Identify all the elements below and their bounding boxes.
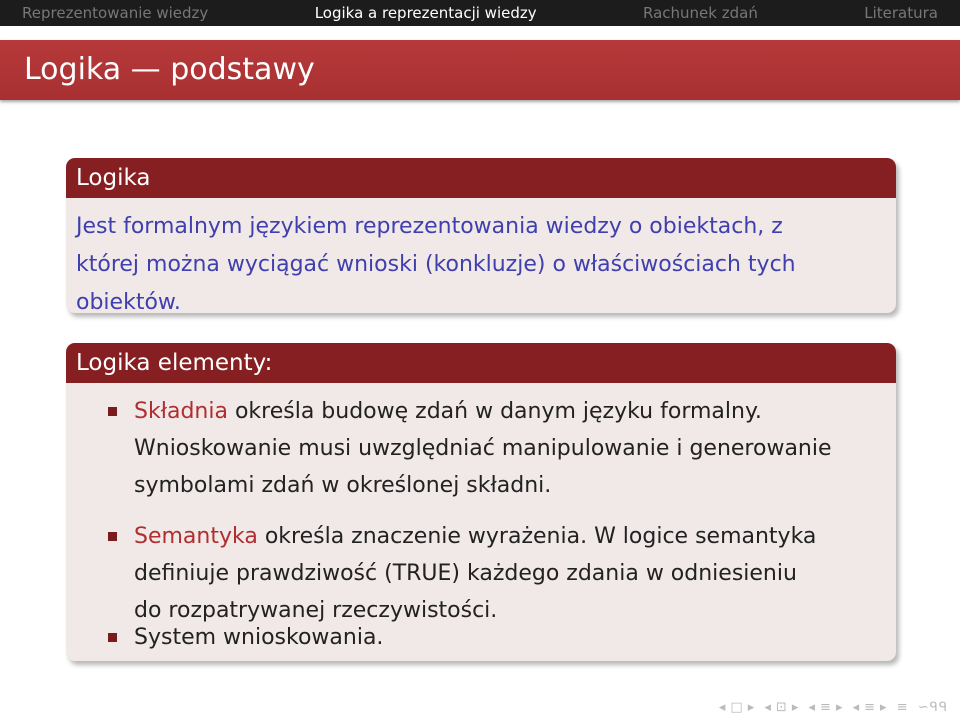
definition-line: Jest formalnym językiem reprezentowania wiedzy o obiektach, z: [76, 214, 783, 239]
list-item-system-wnioskowania: [134, 619, 894, 656]
frame-icon[interactable]: ⊡: [775, 700, 788, 715]
elements-block: [66, 343, 896, 661]
square-bullet-icon: [108, 532, 117, 541]
list-item-line: [134, 393, 894, 430]
list-item-text: określa budowę zdań w danym języku formalny.: [227, 399, 762, 424]
list-item-text: określa znaczenie wyrażenia. W logice semantyka: [257, 524, 817, 549]
list-item-line: definiuje prawdziwość (TRUE) każdego zdania w odniesieniu: [134, 561, 797, 586]
nav-section-logika-a-reprezentacji-wiedzy[interactable]: Logika a reprezentacji wiedzy: [314, 4, 537, 22]
top-navigation-bar: [0, 0, 960, 26]
nav-section-reprezentowanie-wiedzy[interactable]: Reprezentowanie wiedzy: [22, 4, 209, 22]
slide-icon[interactable]: □: [730, 700, 744, 715]
next-slide-icon[interactable]: ▸: [747, 700, 756, 715]
nav-section-rachunek-zdan[interactable]: Rachunek zdań: [643, 4, 758, 22]
document-icon[interactable]: ≡: [896, 700, 909, 715]
elements-block-title: Logika elementy:: [66, 343, 896, 383]
subsection-icon[interactable]: ≡: [820, 700, 832, 715]
list-item-line: symbolami zdań w określonej składni.: [134, 473, 552, 498]
definition-block-body: [76, 208, 886, 313]
definition-block-title: Logika: [66, 158, 896, 198]
list-item-line: [134, 518, 894, 555]
next-subsection-icon[interactable]: ▸: [835, 700, 844, 715]
frame-title: Logika — podstawy: [24, 52, 315, 87]
definition-line: obiektów.: [76, 290, 181, 313]
prev-frame-icon[interactable]: ◂: [764, 700, 772, 715]
prev-subsection-icon[interactable]: ◂: [808, 700, 817, 715]
section-icon[interactable]: ≡: [864, 700, 877, 715]
list-item-skladnia: [134, 393, 894, 504]
next-frame-icon[interactable]: ▸: [791, 700, 800, 715]
list-item-line: System wnioskowania.: [134, 625, 384, 650]
list-item-semantyka: [134, 518, 894, 629]
nav-section-literatura[interactable]: Literatura: [864, 4, 938, 22]
prev-slide-icon[interactable]: ◂: [718, 700, 727, 715]
definition-line: której można wyciągać wnioski (konkluzje) o właściwościach tych: [76, 252, 796, 277]
prev-section-icon[interactable]: ◂: [852, 700, 861, 715]
keyword-skladnia: Składnia: [134, 399, 228, 424]
next-section-icon[interactable]: ▸: [880, 700, 888, 715]
square-bullet-icon: [108, 407, 117, 416]
list-item-line: do rozpatrywanej rzeczywistości.: [134, 598, 498, 623]
keyword-semantyka: Semantyka: [134, 524, 258, 549]
square-bullet-icon: [108, 633, 117, 642]
list-item-line: Wnioskowanie musi uwzględniać manipulowanie i generowanie: [134, 436, 832, 461]
beamer-navigation-symbols: [715, 700, 948, 715]
definition-block: [66, 158, 896, 313]
frame-title-bar: [0, 40, 960, 100]
search-icon[interactable]: ∽ᑫᑫ: [917, 700, 948, 715]
